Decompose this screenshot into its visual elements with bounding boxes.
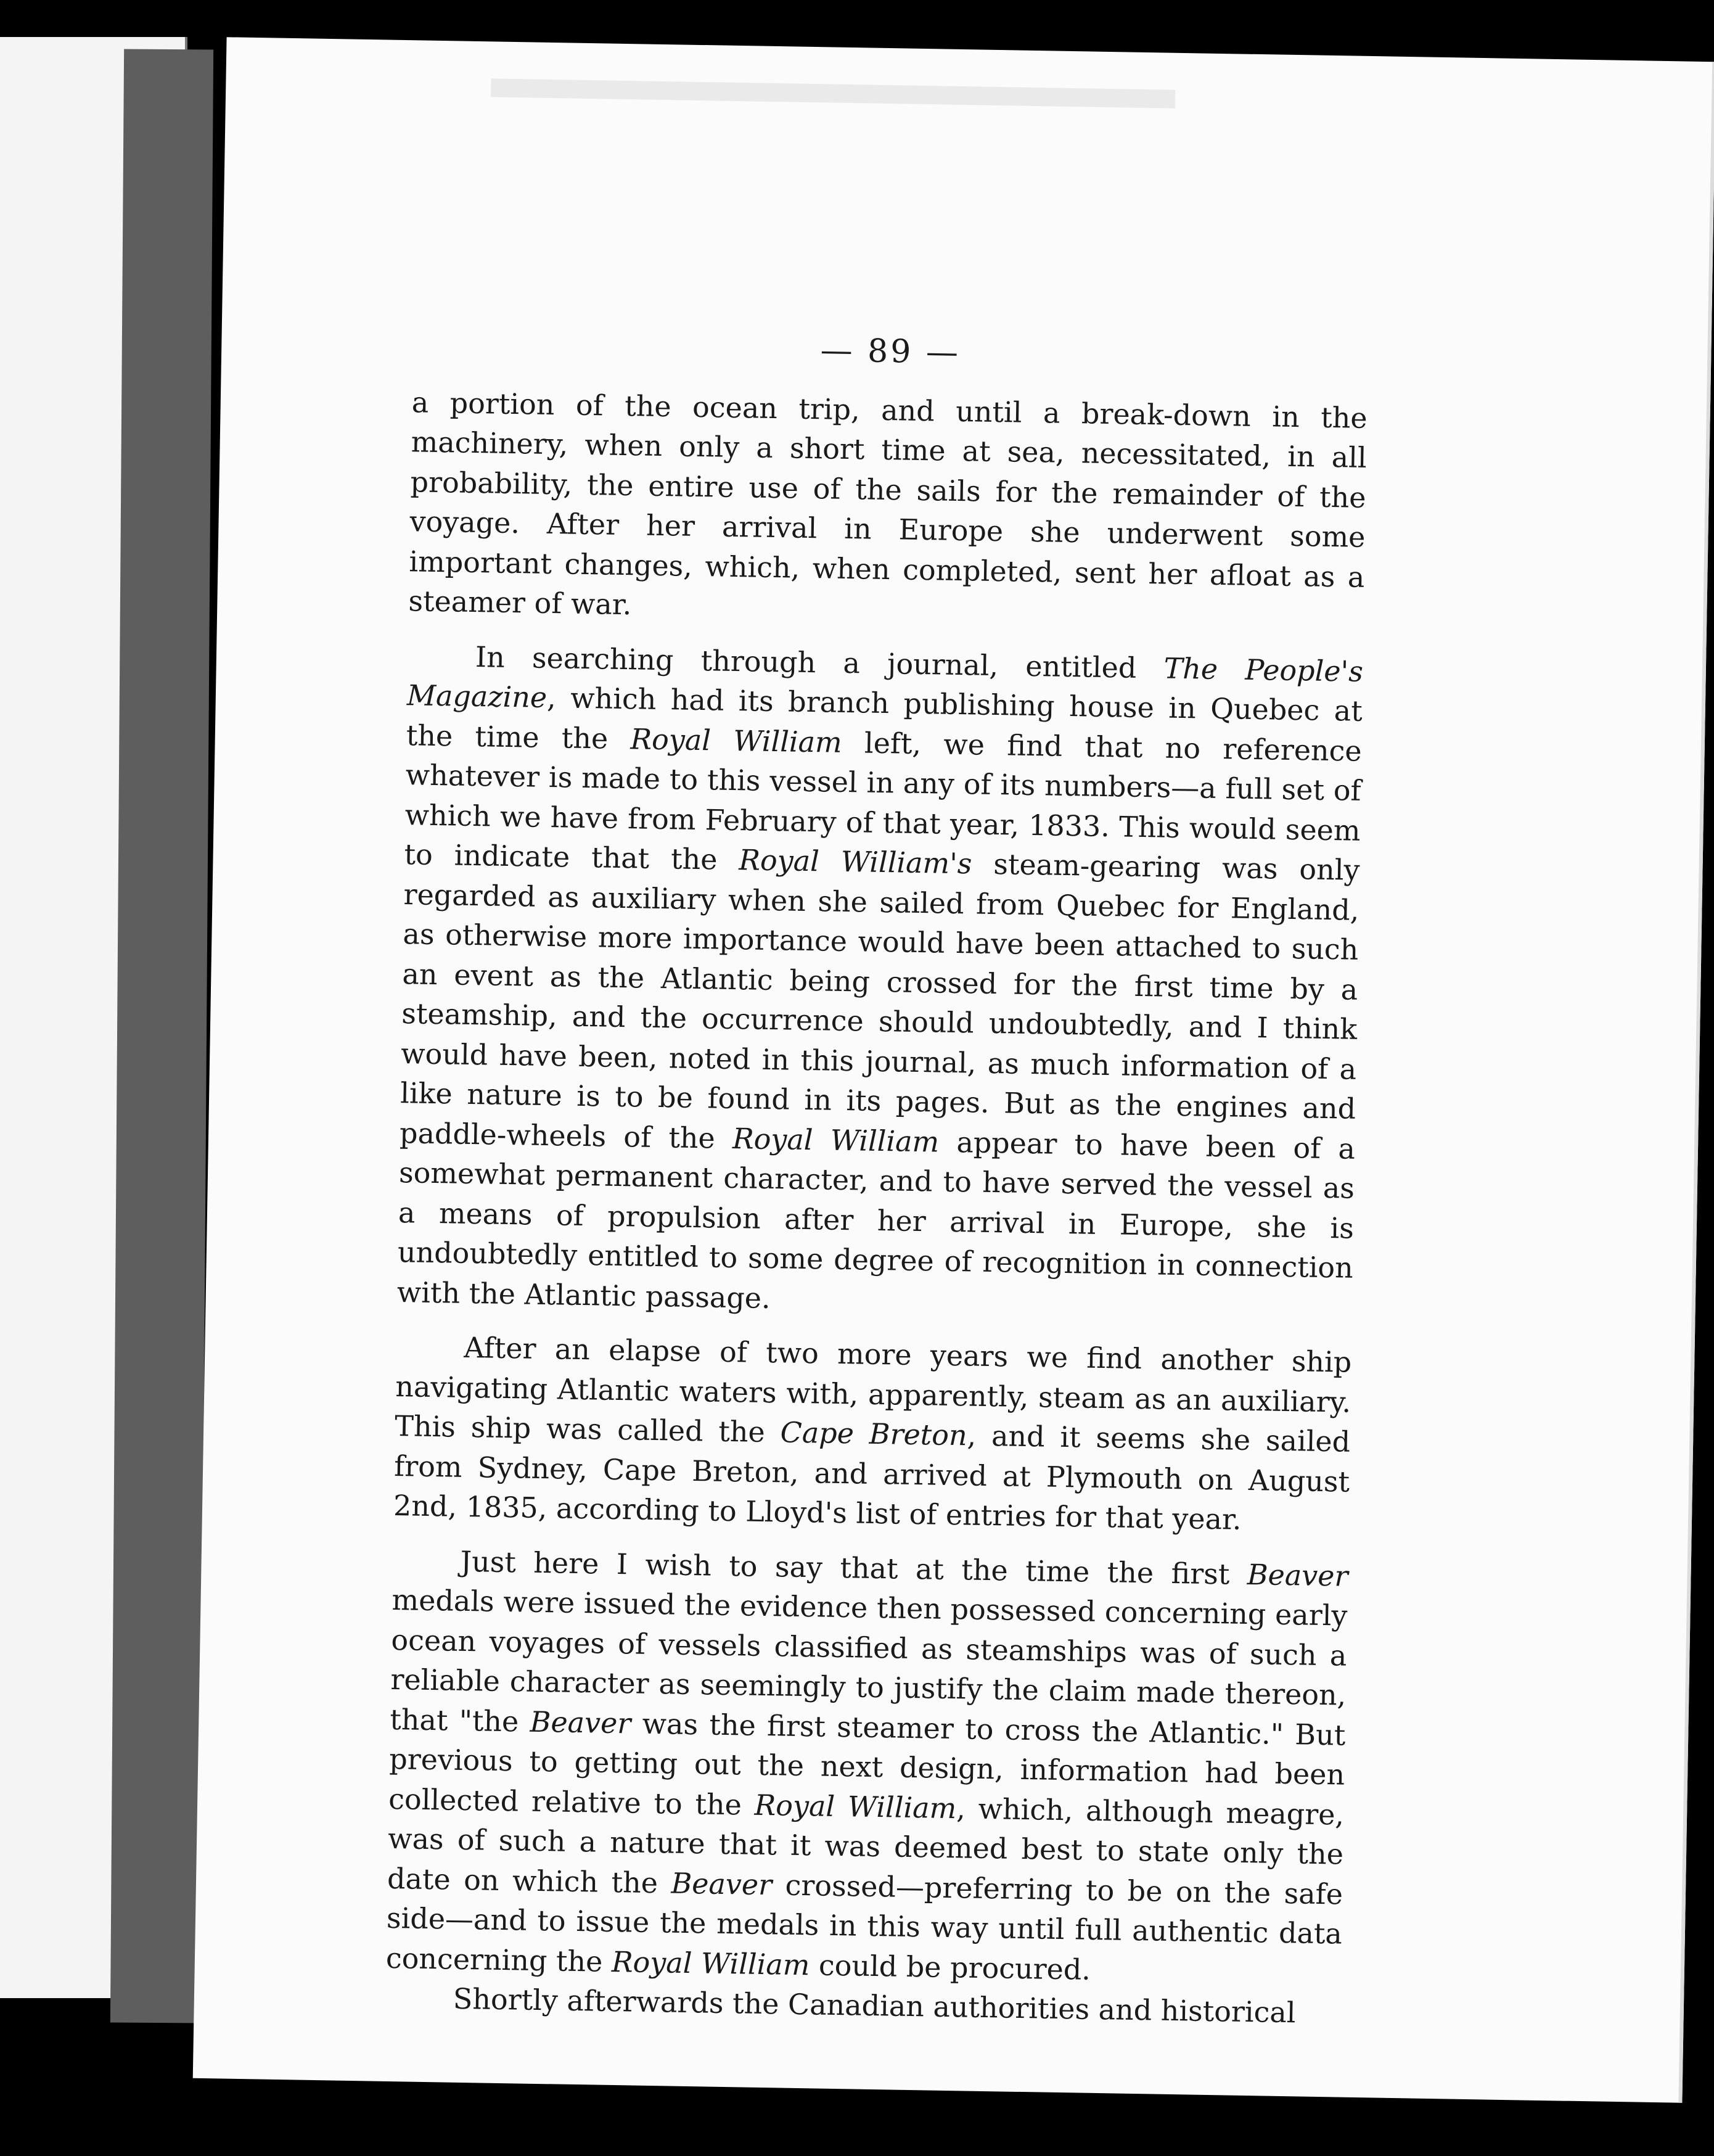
text-run: , which, although meagre, was of such a nature that it was deemed best to state only the date on which the	[387, 1791, 1345, 1900]
paragraph	[385, 1541, 1348, 1994]
book-spine-shadow	[110, 49, 213, 2023]
italic-title: Beaver	[671, 1866, 773, 1901]
text-run: Just here I wish to say that at the time the first	[460, 1544, 1248, 1591]
page-number: — 89 —	[820, 332, 961, 372]
text-run: could be procured.	[809, 1948, 1091, 1986]
italic-title: Royal William	[732, 1121, 940, 1159]
text-run: In searching through a journal, entitled	[475, 640, 1165, 685]
text-run: , and it seems she sailed from Sydney, Cape Breton, and arrived at Plymouth on August 2nd, 1835, according to Lloyd's list of entries for that year.	[393, 1418, 1351, 1536]
italic-title: Royal William's	[738, 843, 972, 881]
text-run: crossed—preferring to be on the safe side—and to issue the medals in this way until full authentic data concerning the	[385, 1867, 1343, 1978]
italic-title: Royal William	[630, 722, 843, 759]
paragraph	[393, 1327, 1352, 1541]
italic-title: The People's Magazine	[406, 651, 1364, 714]
text-run: , which had its branch publishing house in Quebec at the time the	[406, 680, 1363, 755]
top-edge-stain	[491, 78, 1175, 108]
text-run: appear to have been of a somewhat permanent character, and to have served the vessel as a means of propulsion after her arrival in Europe, she is undoubtedly entitled to some degree of recognition in connection with the Atlantic passage.	[396, 1125, 1356, 1315]
text-run: After an elapse of two more years we find another ship navigating Atlantic waters with, apparently, steam as an auxiliary. This ship was called the	[394, 1330, 1352, 1449]
paragraph	[408, 382, 1368, 637]
italic-title: Cape Breton	[780, 1415, 968, 1452]
italic-title: Beaver	[1247, 1557, 1348, 1593]
italic-title: Beaver	[530, 1705, 631, 1740]
text-run: left, we find that no reference whatever is made to this vessel in any of its numbers—a full set of which we have from February of that year, 1833. This would seem to indicate that the	[404, 725, 1363, 877]
italic-title: Royal William	[754, 1788, 957, 1825]
text-run: steam-gearing was only regarded as auxiliary when she sailed from Quebec for England, as otherwise more importance would have been attached to such an event as the Atlantic being crossed for the first time by a steamship, and the occurrence should undoubtedly, and I think would have been, noted in this journal, as much information of a like nature is to be found in its pages. But as the engines and paddle-wheels of the	[399, 847, 1360, 1155]
text-run: Shortly afterwards the Canadian authorities and historical	[453, 1981, 1296, 2030]
italic-title: Royal William	[611, 1944, 810, 1981]
text-run: was the first steamer to cross the Atlantic." But previous to getting out the next design, information had been collected relative to the	[388, 1706, 1346, 1822]
text-run: a portion of the ocean trip, and until a break-down in the machinery, when only a short time at sea, necessitated, in all probability, the entire use of the sails for the remainder of the voyage. After her arrival in Europe she underwent some important changes, which, when completed, sent her afloat as a steamer of war.	[408, 385, 1368, 622]
paragraph	[396, 636, 1363, 1328]
page-text-block	[385, 324, 1368, 2033]
book-page	[193, 37, 1714, 2103]
text-run: medals were issued the evidence then possessed concerning early ocean voyages of vessels classified as steamships was of such a reliable character as seemingly to justify the claim made thereon, that "the	[389, 1582, 1348, 1738]
